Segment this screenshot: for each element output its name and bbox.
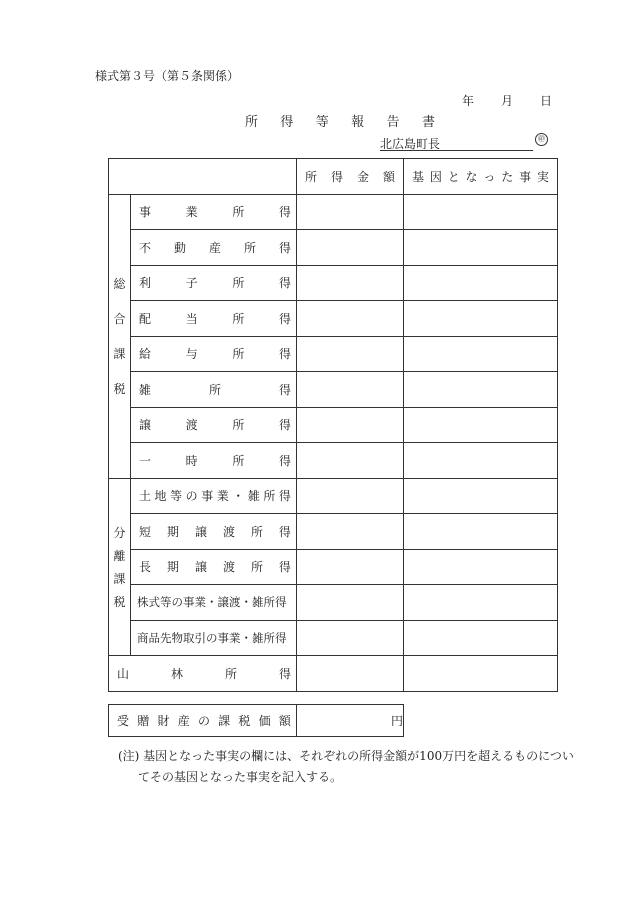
label-char: 等 [170,489,183,504]
group-label-separate [109,478,131,656]
income-type-label [131,478,297,514]
header-char: な [465,169,478,184]
basis-fact-cell[interactable] [404,620,558,656]
label-char: 所 [232,347,245,362]
income-amount-cell[interactable] [297,620,404,656]
label-char: 不 [139,240,152,255]
income-type-label [131,407,297,443]
basis-fact-cell[interactable] [404,230,558,266]
label-char: 得 [278,347,291,362]
header-char: 所 [305,169,318,184]
income-type-label [131,265,297,301]
label-char: 得 [278,240,291,255]
income-type-label [131,549,297,585]
table-row [109,336,558,372]
label-char: 山 [117,666,130,681]
label-char: 得 [278,666,291,681]
table-row [109,620,558,656]
label-char: 業 [185,205,198,220]
title-char: 告 [386,115,400,130]
forestry-income-label [109,656,297,692]
label-char: の [185,489,198,504]
basis-fact-cell[interactable] [404,514,558,550]
label-char: 渡 [222,524,235,539]
income-type-label [131,620,297,656]
date-month-label: 月 [500,94,513,108]
table-row [109,301,558,337]
label-char: 所 [232,205,245,220]
label-char: 長 [139,560,152,575]
title-char: 所 [245,115,259,130]
label-char: 与 [185,347,198,362]
title-char: 書 [421,115,435,130]
group-label-comprehensive [109,194,131,478]
income-report-table [108,158,558,692]
label-char: 得 [278,489,291,504]
header-char: 金 [356,169,369,184]
table-row [109,265,558,301]
label-char: 給 [139,347,152,362]
title-char: 等 [315,115,329,130]
label-char: の [197,714,210,728]
header-blank-cell [109,159,297,195]
footnote [118,746,588,788]
label-char: 業 [216,489,229,504]
label-char: 所 [263,489,276,504]
header-char: 実 [536,169,549,184]
basis-fact-cell[interactable] [404,549,558,585]
label-char: 渡 [185,418,198,433]
table-row [109,194,558,230]
label-char: 得 [278,276,291,291]
label-char: 譲 [194,524,207,539]
label-char: 財 [157,714,170,728]
income-type-label [131,372,297,408]
label-char: 所 [232,453,245,468]
income-amount-cell[interactable] [297,443,404,479]
group-char: 合 [113,312,126,326]
label-char: 所 [232,311,245,326]
table-row-forestry [109,656,558,692]
addressee-name: 北広島町長 [380,137,441,151]
label-char: 事 [139,205,152,220]
table-header-row [109,159,558,195]
gift-amount-cell[interactable] [297,705,404,737]
header-income-amount [297,159,404,195]
income-type-text: 株式等の事業・譲渡・雑所得 [137,595,287,610]
label-char: 得 [278,453,291,468]
label-char: 事 [201,489,214,504]
label-char: 譲 [194,560,207,575]
label-char: ・ [232,489,245,504]
gift-property-table [108,704,404,737]
income-type-label [131,585,297,621]
label-char: 価 [258,714,271,728]
income-amount-cell[interactable] [297,585,404,621]
income-amount-cell[interactable] [297,372,404,408]
income-type-label [131,443,297,479]
label-char: 所 [243,240,256,255]
label-char: 所 [224,666,237,681]
label-char: 雑 [247,489,260,504]
income-amount-cell[interactable] [297,407,404,443]
label-char: 所 [250,560,263,575]
income-amount-cell[interactable] [297,656,404,692]
income-amount-cell[interactable] [297,194,404,230]
basis-fact-cell[interactable] [404,336,558,372]
footnote-line-2: てその基因となった事実を記入する。 [138,770,343,784]
income-type-label [131,336,297,372]
title-char: 得 [280,115,294,130]
header-char: た [501,169,514,184]
income-amount-cell[interactable] [297,478,404,514]
label-char: 得 [278,205,291,220]
basis-fact-cell[interactable] [404,301,558,337]
document-title [245,111,435,130]
label-char: 一 [139,453,152,468]
label-char: 得 [278,418,291,433]
basis-fact-cell[interactable] [404,407,558,443]
label-char: 所 [232,276,245,291]
label-char: 譲 [139,418,152,433]
label-char: 得 [278,311,291,326]
label-char: 税 [238,714,251,728]
label-char: 得 [278,382,291,397]
label-char: 産 [208,240,221,255]
header-char: 因 [429,169,442,184]
table-row [109,478,558,514]
table-row [109,514,558,550]
basis-fact-cell[interactable] [404,478,558,514]
yen-unit: 円 [390,714,403,728]
table-row [109,372,558,408]
income-type-label [131,301,297,337]
header-char: と [447,169,460,184]
title-char: 報 [351,115,365,130]
header-char: っ [483,169,496,184]
table-row [109,549,558,585]
label-char: 当 [185,311,198,326]
label-char: 得 [278,560,291,575]
label-char: 時 [185,453,198,468]
income-amount-cell[interactable] [297,549,404,585]
income-type-label [131,230,297,266]
label-char: 産 [177,714,190,728]
label-char: 所 [208,382,221,397]
table-row [109,585,558,621]
label-char: 子 [185,276,198,291]
income-amount-cell[interactable] [297,230,404,266]
addressee-line [380,135,533,151]
header-basis-fact [404,159,558,195]
header-char: 額 [382,169,395,184]
basis-fact-cell[interactable] [404,443,558,479]
group-char: 税 [113,382,126,396]
header-char: 事 [519,169,532,184]
label-char: 額 [278,714,291,728]
label-char: 林 [170,666,183,681]
date-year-label: 年 [462,94,475,108]
group-char: 税 [113,594,126,609]
group-label-chars [109,275,130,397]
income-type-label [131,194,297,230]
label-char: 短 [139,524,152,539]
group-char: 分 [113,525,126,540]
group-char: 総 [113,277,126,291]
group-char: 離 [113,548,126,563]
table-row [109,443,558,479]
label-char: 利 [139,276,152,291]
basis-fact-cell[interactable] [404,656,558,692]
group-char: 課 [113,571,126,586]
table-row [109,407,558,443]
basis-fact-cell[interactable] [404,585,558,621]
label-char: 贈 [137,714,150,728]
form-number: 様式第３号（第５条関係） [95,69,240,83]
header-income-amount-label [297,168,403,185]
income-amount-cell[interactable] [297,336,404,372]
label-char: 雑 [139,382,152,397]
group-label-chars [109,524,130,610]
label-char: 課 [218,714,231,728]
gift-row [109,705,404,737]
basis-fact-cell[interactable] [404,372,558,408]
basis-fact-cell[interactable] [404,265,558,301]
label-char: 期 [166,560,179,575]
label-char: 所 [232,418,245,433]
income-amount-cell[interactable] [297,514,404,550]
income-amount-cell[interactable] [297,265,404,301]
label-char: 地 [154,489,167,504]
table-row [109,230,558,266]
group-char: 課 [113,347,126,361]
seal-mark-icon: ㊞ [535,133,548,146]
date-line [462,92,552,109]
basis-fact-cell[interactable] [404,194,558,230]
label-char: 動 [173,240,186,255]
income-amount-cell[interactable] [297,301,404,337]
date-day-label: 日 [539,94,552,108]
footnote-line-1: (注) 基因となった事実の欄には、それぞれの所得金額が100万円を超えるものについ [118,749,574,763]
label-char: 土 [139,489,152,504]
header-char: 得 [330,169,343,184]
label-char: 得 [278,524,291,539]
label-char: 所 [250,524,263,539]
income-type-label [131,514,297,550]
label-char: 受 [117,714,130,728]
income-type-text: 商品先物取引の事業・雑所得 [137,630,287,645]
header-char: 基 [412,169,425,184]
label-char: 渡 [222,560,235,575]
header-basis-fact-label [404,168,557,185]
gift-label [109,705,297,737]
label-char: 配 [139,311,152,326]
label-char: 期 [166,524,179,539]
